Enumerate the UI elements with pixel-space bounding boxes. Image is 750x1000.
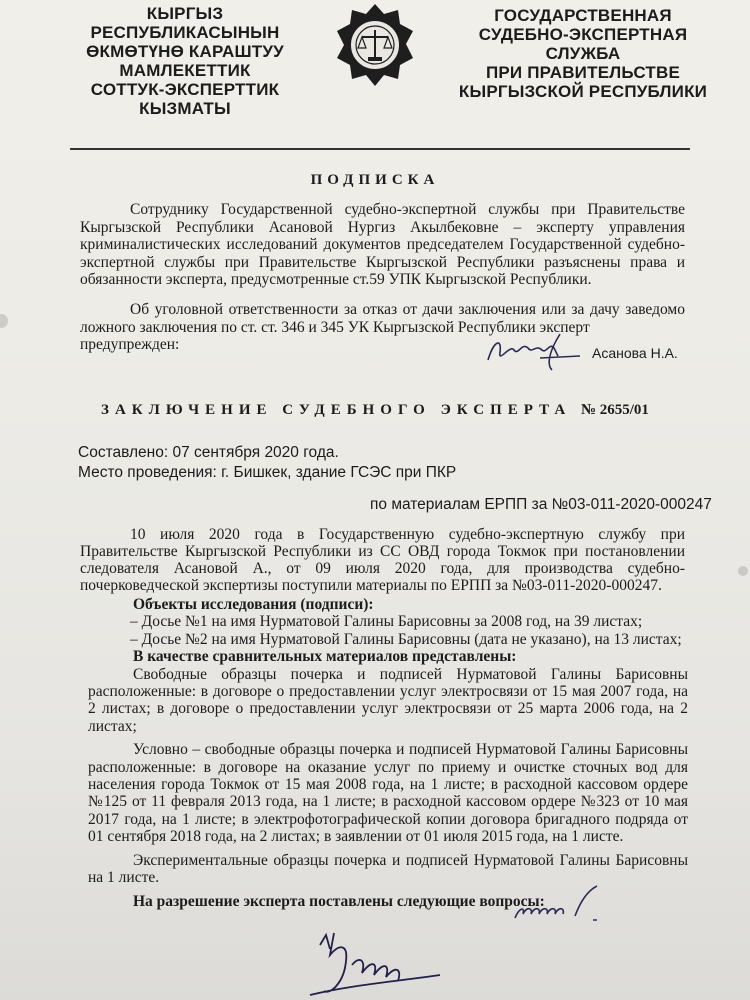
header-right-line: КЫРГЫЗСКОЙ РЕСПУБЛИКИ (458, 82, 708, 101)
conclusion-title (0, 402, 750, 419)
header-right-line: СУДЕБНО-ЭКСПЕРТНАЯ (478, 25, 688, 44)
subscription-title: ПОДПИСКА (310, 172, 440, 188)
objects-heading: Объекты исследования (подписи): (133, 596, 374, 613)
edge-mark (738, 566, 748, 576)
experimental-samples-paragraph: Экспериментальные образцы почерка и подписей Нурматовой Галины Барисовны на 1 листе. (88, 851, 688, 887)
conditional-samples-paragraph: Условно – свободные образцы почерка и подписей Нурматовой Галины Барисовны расположенные: в договоре на оказание услуг по приему и очистке сточных вод для населения города Токмок от 15 мая 2008 года, на 1 листе; в расходной кассовом ордере №125 от 11 февраля 2013 года, на 1 листе; в расходной кассовом ордере №323 от 10 мая 2017 года, на 1 листе; в электрофотографической копии договора бригадного подряда от 01 сентября 2018 года, на 2 листах; в заявлении от 01 июля 2015 года, на 1 листе. (88, 741, 688, 846)
materials-line: по материалам ЕРПП за №03-011-2020-000247 (370, 496, 712, 513)
object-item: – Досье №1 на имя Нурматовой Галины Барисовны за 2008 год, на 39 листах; (130, 613, 643, 631)
date-line: Составлено: 07 сентября 2020 года. (78, 444, 339, 461)
expert-signer-name: Асанова Н.А. (592, 345, 678, 361)
header-right-line: ПРИ ПРАВИТЕЛЬСТВЕ (485, 63, 681, 82)
questions-heading: На разрешение эксперта поставлены следующие вопросы: (133, 892, 545, 910)
subscription-paragraph-rights: Сотруднику Государственной судебно-экспертной службы при Правительстве Кыргызской Республики Асановой Нургиз Акылбековне – эксперту управления криминалистических исследований документов председателем Государственной судебно-экспертной службы при Правительстве Кыргызской Республики разъяснены права и обязанности эксперта, предусмотренные ст.59 УПК Кыргызской Республики. (80, 201, 685, 288)
place-line: Место проведения: г. Бишкек, здание ГСЭС при ПКР (78, 464, 457, 481)
edge-mark (0, 314, 8, 328)
header-left-line: КЫЗМАТЫ (139, 99, 231, 118)
header-left-kyrgyz (55, 4, 315, 118)
header-left-line: СОТТУК-ЭКСПЕРТТИК (90, 80, 280, 99)
subscription-paragraph-liability: Об уголовной ответственности за отказ от дачи заключения или за дачу заведомо ложного заключения по ст. ст. 346 и 345 УК Кыргызской Республики эксперт (80, 301, 685, 336)
conclusion-number: № 2655/01 (580, 402, 649, 418)
bottom-signature-icon (300, 925, 450, 1000)
state-forensic-service-emblem-icon (332, 2, 418, 88)
conclusion-body (88, 596, 688, 910)
object-item: – Досье №2 на имя Нурматовой Галины Барисовны (дата не указано), на 13 листах; (130, 630, 682, 648)
header-left-line: КЫРГЫЗ РЕСПУБЛИКАСЫНЫН (90, 4, 280, 42)
header-right-line: ГОСУДАРСТВЕННАЯ (494, 6, 672, 25)
header-right-russian (438, 6, 728, 101)
subscription-warned-label: предупрежден: (80, 336, 180, 353)
header-right-line: СЛУЖБА (545, 44, 621, 63)
free-samples-paragraph: Свободные образцы почерка и подписей Нурматовой Галины Барисовны расположенные: в договоре о предоставлении услуг электросвязи от 15 мая 2007 года, на 2 листах; в договоре о предоставлении услуг электросвязи от 25 марта 2006 года, на 2 листах; (88, 665, 688, 735)
header-divider (70, 148, 690, 150)
page-signature-icon (505, 880, 615, 930)
conclusion-title-text: ЗАКЛЮЧЕНИЕ СУДЕБНОГО ЭКСПЕРТА (101, 402, 572, 418)
comparison-heading: В качестве сравнительных материалов представлены: (133, 648, 517, 666)
conclusion-intro: 10 июля 2020 года в Государственную судебно-экспертную службу при Правительстве Кыргызской Республики из СС ОВД города Токмок при постановлении следователя Асановой А., от 09 июля 2020 года, для производства судебно-почерковедческой экспертизы поступили материалы по ЕРПП за №03-011-2020-000247. (80, 526, 685, 594)
expert-signature-icon (480, 330, 590, 374)
header-left-line: ӨКМӨТҮНӨ КАРАШТУУ (86, 42, 284, 61)
header-left-line: МАМЛЕКЕТТИК (119, 61, 251, 80)
